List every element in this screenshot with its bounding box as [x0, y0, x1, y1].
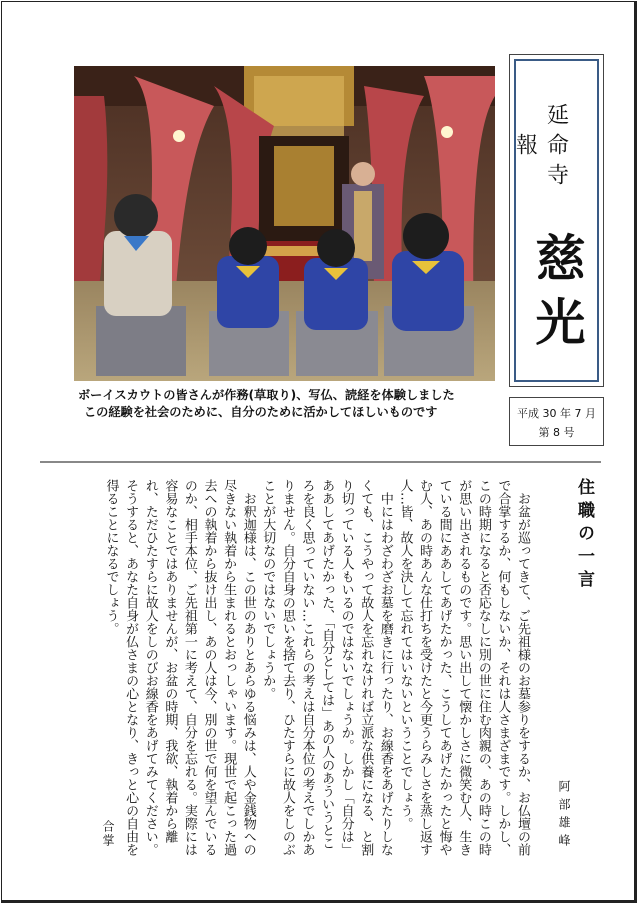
column-author: 阿部雄峰 — [557, 780, 571, 852]
column-paragraph: 中にはわざわざお墓を磨きに行ったり、お線香をあげたりしなくても、こうやって故人を忘れなければ立派な供養になる、と割り切っている人もいるのではないでしょうか。しかし「自分は」ああしてあげたかった、「自分としては」あの人のあういうところを良く思っていない…これらの考えは自分本位の考えでしかありません。自分自身の思いを捨て去り、ひたすらに故人をしのぶことが大切なのではないでしょうか。 — [260, 479, 393, 856]
masthead-title: 慈光 — [527, 232, 587, 360]
issue-info — [509, 397, 604, 446]
masthead-inner-frame — [514, 59, 599, 382]
cover-photo-image — [74, 66, 495, 381]
column-paragraph: お釈迦様は、この世のありとあらゆる悩みは、人や金銭物への尽きない執着から生まれるとおっしゃいます。現世で起こった過去への執着から抜け出し、あの人は今、別の世で何を望んでいるのか、相手本位、ご先祖第一に考えて、自分を忘れる。実際には容易なことではありませんが、お盆の時期、我欲、執着から離れ、ただひたすらに故人をしのびお線香をあげてみてください。そうすると、あなた自身が仏さまの心となり、きっと心の自由を得ることになるでしょう。 — [103, 479, 256, 856]
caption-line-1: ボーイスカウトの皆さんが作務(草取り)、写仏、読経を体験しました — [78, 388, 455, 402]
masthead-subtitle: 延命寺報 — [512, 103, 569, 193]
column-paragraph: お盆が巡ってきて、ご先祖様のお墓参りをするか、お仏壇の前で合掌するか、何もしないか、それは人さまざまです。しかし、この時期になると否応なしに別の世に住む肉親の、あの時この時が思い出されるものです。思い出して懐かしさに微笑む人、生きている間にああしてあげたかった、こうしてあげたかったと悔やむ人、あの時あんな仕打ちを受けたと今更うらみしさを蒸し返す人…皆、故人を決して忘れてはいないということでしょう。 — [397, 479, 530, 856]
issue-number: 第 8 号 — [538, 426, 575, 439]
column-heading: 住職の一言 — [574, 478, 594, 593]
issue-date: 平成 30 年 7 月 — [517, 407, 596, 420]
column-body — [101, 479, 532, 859]
section-divider — [40, 461, 601, 463]
caption-line-2: この経験を社会のために、自分のために活かしてほしいものです — [84, 405, 438, 419]
cover-photo — [74, 66, 495, 381]
column-closing: 合掌 — [101, 820, 115, 848]
photo-caption — [78, 387, 498, 421]
masthead — [509, 54, 604, 387]
